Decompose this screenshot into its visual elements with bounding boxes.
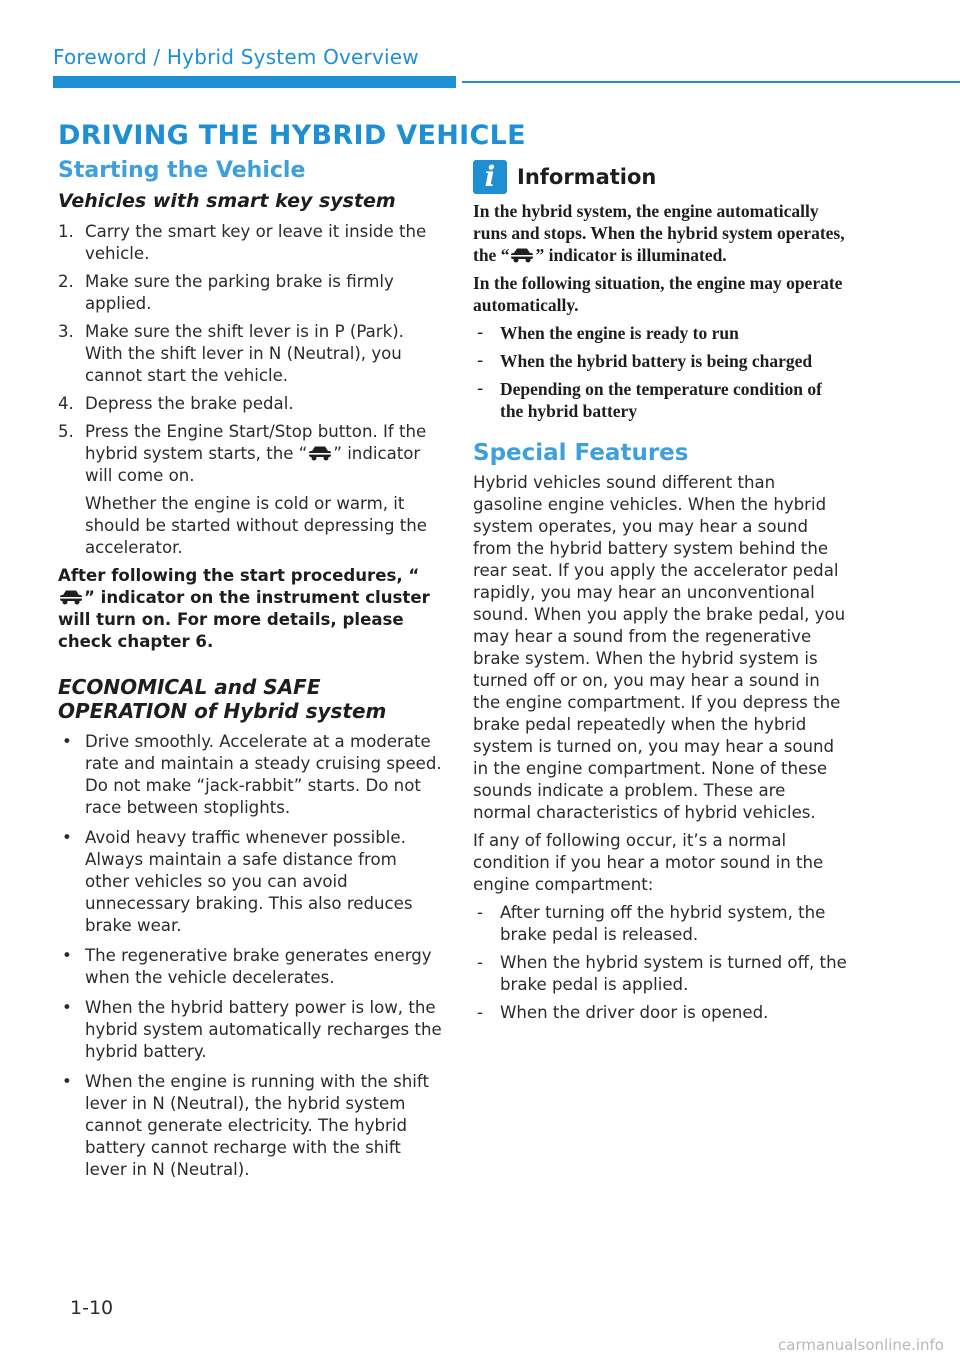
dash-marker: - <box>477 1003 483 1022</box>
information-list <box>473 322 848 422</box>
bullet-text: When the engine is running with the shift lever in N (Neutral), the hybrid system cannot generate electricity. The hybrid battery cannot recharge with the shift lever in N (Neutral). <box>85 1072 429 1179</box>
special-paragraph-2: If any of following occur, it’s a normal condition if you hear a motor sound in the engine compartment: <box>473 831 824 894</box>
step-text: Carry the smart key or leave it inside the vehicle. <box>85 222 427 263</box>
step-number: 2. <box>58 272 74 291</box>
step-item <box>58 393 443 415</box>
start-note-text-end: ” indicator on the instrument cluster will turn on. For more details, please check chapter 6. <box>58 588 430 651</box>
list-item <box>473 902 848 946</box>
start-steps <box>58 221 443 559</box>
information-title: Information <box>517 165 657 189</box>
hybrid-ready-car-icon <box>509 247 535 263</box>
economical-heading: ECONOMICAL and SAFE OPERATION of Hybrid system <box>58 675 387 723</box>
bullet-dot: • <box>62 1072 72 1091</box>
list-item <box>473 378 848 422</box>
bullet-item <box>58 945 443 989</box>
list-item-text: After turning off the hybrid system, the brake pedal is released. <box>500 903 826 944</box>
hybrid-ready-car-icon <box>58 589 84 605</box>
bullet-item <box>58 1071 443 1181</box>
watermark: carmanualsonline.info <box>778 1336 944 1354</box>
step-text: Make sure the shift lever is in P (Park). With the shift lever in N (Neutral), you cannot start the vehicle. <box>85 322 404 385</box>
special-list <box>473 902 848 1024</box>
information-text: In the hybrid system, the engine automatically runs and stops. When the hybrid system operates, the “ <box>473 201 845 265</box>
hybrid-ready-car-icon <box>307 445 333 461</box>
list-item <box>473 322 848 344</box>
bullet-item <box>58 997 443 1063</box>
special-paragraph-1: Hybrid vehicles sound different than gasoline engine vehicles. When the hybrid system operates, you may hear a sound from the hybrid battery system behind the rear seat. If you apply the accelerator pedal rapidly, you may hear an unconventional sound. When you apply the brake pedal, you may hear a sound from the regenerative brake system. When the hybrid system is turned off or on, you may hear a sound in the engine compartment. If you depress the brake pedal repeatedly when the hybrid system is turned on, you may hear a sound in the engine compartment. None of these sounds indicate a problem. These are normal characteristics of hybrid vehicles. <box>473 473 846 822</box>
starting-heading: Starting the Vehicle <box>58 158 306 183</box>
step-number: 1. <box>58 222 74 241</box>
start-note <box>58 565 443 653</box>
step-text: Depress the brake pedal. <box>85 394 294 413</box>
special-features-heading: Special Features <box>473 440 689 466</box>
step-text: Press the Engine Start/Stop button. If the hybrid system starts, the “ <box>85 422 427 463</box>
list-item <box>473 1002 848 1024</box>
bullet-text: Avoid heavy traffic whenever possible. Always maintain a safe distance from other vehicles so you can avoid unnecessary braking. This also reduces brake wear. <box>85 828 413 935</box>
step-item <box>58 321 443 387</box>
list-item <box>473 350 848 372</box>
information-paragraph-2: In the following situation, the engine may operate automatically. <box>473 273 843 315</box>
bullet-dot: • <box>62 732 72 751</box>
bullet-item <box>58 827 443 937</box>
starting-subheading: Vehicles with smart key system <box>58 190 396 212</box>
header-rule-thin <box>462 81 960 83</box>
information-header <box>473 160 848 194</box>
info-icon: i <box>473 160 507 194</box>
bullet-text: The regenerative brake generates energy when the vehicle decelerates. <box>85 946 432 987</box>
step-number: 5. <box>58 422 74 441</box>
step-number: 4. <box>58 394 74 413</box>
header-rule-thick <box>53 76 456 88</box>
bullet-dot: • <box>62 828 72 847</box>
step-item <box>58 271 443 315</box>
right-column <box>473 160 848 1030</box>
bullet-item <box>58 731 443 819</box>
step-extra-text: Whether the engine is cold or warm, it should be started without depressing the accelerator. <box>85 494 427 557</box>
list-item-text: Depending on the temperature condition of the hybrid battery <box>500 379 822 421</box>
step-number: 3. <box>58 322 74 341</box>
information-paragraph-1 <box>473 200 848 266</box>
step-item <box>58 221 443 265</box>
step-text: Make sure the parking brake is firmly applied. <box>85 272 394 313</box>
bullet-text: When the hybrid battery power is low, the hybrid system automatically recharges the hybrid battery. <box>85 998 442 1061</box>
dash-marker: - <box>477 351 484 371</box>
list-item-text: When the engine is ready to run <box>500 323 739 343</box>
information-text-end: ” indicator is illuminated. <box>535 245 727 265</box>
step-item <box>58 421 443 559</box>
bullet-dot: • <box>62 998 72 1017</box>
bullet-text: Drive smoothly. Accelerate at a moderate rate and maintain a steady cruising speed. Do not make “jack-rabbit” starts. Do not race between stoplights. <box>85 732 442 817</box>
dash-marker: - <box>477 903 483 922</box>
left-column <box>58 158 443 1189</box>
dash-marker: - <box>477 323 484 343</box>
page-number: 1-10 <box>70 1297 114 1319</box>
economical-list <box>58 731 443 1181</box>
list-item-text: When the hybrid system is turned off, the brake pedal is applied. <box>500 953 847 994</box>
section-title: DRIVING THE HYBRID VEHICLE <box>58 120 526 151</box>
step-text-end: ” indicator will come on. <box>85 444 421 485</box>
bullet-dot: • <box>62 946 72 965</box>
start-note-text: After following the start procedures, “ <box>58 566 420 585</box>
list-item <box>473 952 848 996</box>
dash-marker: - <box>477 953 483 972</box>
list-item-text: When the driver door is opened. <box>500 1003 769 1022</box>
dash-marker: - <box>477 379 484 399</box>
breadcrumb: Foreword / Hybrid System Overview <box>53 45 419 69</box>
list-item-text: When the hybrid battery is being charged <box>500 351 813 371</box>
